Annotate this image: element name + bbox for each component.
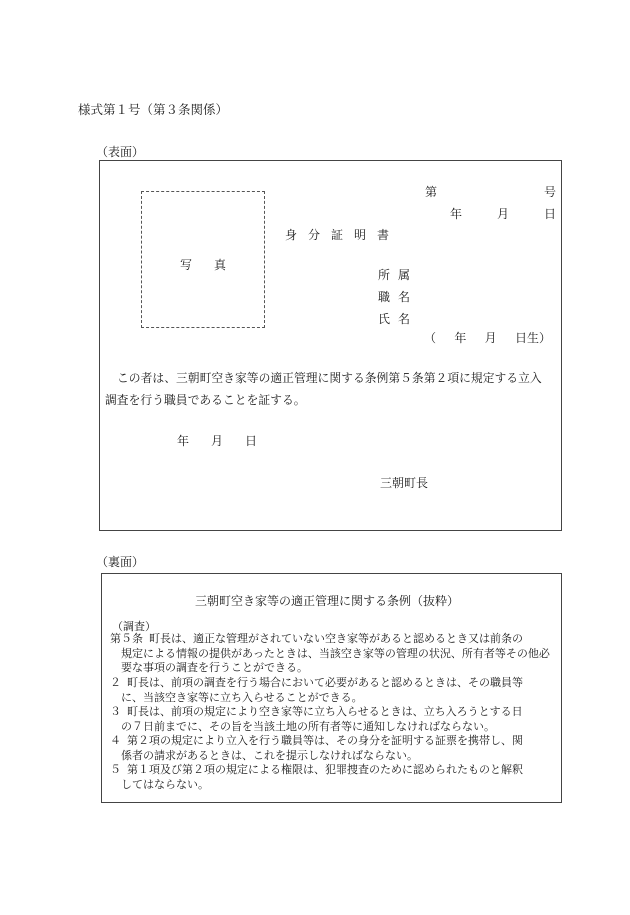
clause-continuation: 係者の請求があるときは、これを提示しなければならない。: [121, 748, 418, 762]
number-suffix: 号: [543, 185, 556, 199]
clause-number: ５: [110, 763, 121, 776]
certification-date: [177, 432, 257, 449]
clause-number: ３: [110, 705, 121, 718]
paren-open: （: [424, 331, 437, 345]
issue-date: [450, 205, 556, 222]
clause-first-line: 第２項の規定により立入を行う職員等は、その身分を証明する証票を携帯し、関: [127, 734, 523, 747]
affiliation-label: [378, 266, 410, 283]
ordinance-clause: [110, 763, 554, 792]
clause-number: ２: [110, 676, 121, 689]
card-title-char: 明: [353, 228, 366, 242]
clause-number: 第５条: [110, 632, 143, 645]
card-title-char: 証: [330, 228, 343, 242]
number-prefix: 第: [425, 185, 438, 199]
card-title: [285, 226, 389, 243]
photo-label-char: 真: [213, 258, 226, 272]
card-title-char: 身: [285, 228, 298, 242]
label-char: 名: [397, 290, 410, 304]
clause-continuation: 規定による情報の提供があったときは、当該空き家等の管理の状況、所有者等その他必要な事項の調査を行うことができる。: [121, 646, 550, 674]
label-char: 属: [397, 268, 410, 282]
name-label: [378, 310, 410, 327]
form-title: 様式第１号（第３条関係）: [78, 102, 229, 117]
clause-continuation: してはならない。: [121, 777, 209, 791]
position-label: [378, 288, 410, 305]
date-month: 月: [210, 434, 223, 448]
issuer-mayor: 三朝町長: [380, 476, 429, 490]
ordinance-clause: [110, 705, 554, 734]
birth-date: [424, 329, 551, 346]
ordinance-clause: [110, 676, 554, 705]
birth-year: 年: [454, 331, 467, 345]
card-title-char: 書: [376, 228, 389, 242]
ordinance-title: 三朝町空き家等の適正管理に関する条例（抜粋）: [195, 594, 460, 608]
label-char: 氏: [378, 312, 391, 326]
clause-number: ４: [110, 734, 121, 747]
label-char: 所: [378, 268, 391, 282]
date-year: 年: [177, 434, 190, 448]
clause-first-line: 町長は、前項の調査を行う場合において必要があると認めるときは、その職員等: [127, 676, 523, 689]
clause-first-line: 町長は、適正な管理がされていない空き家等があると認めるとき又は前条の: [149, 632, 523, 645]
clause-first-line: 町長は、前項の規定により空き家等に立ち入らせるときは、立ち入ろうとする日: [127, 705, 523, 718]
clause-caption: （調査）: [112, 620, 156, 633]
label-char: 名: [397, 312, 410, 326]
clause-first-line: 第１項及び第２項の規定による権限は、犯罪捜査のために認められたものと解釈: [127, 763, 523, 776]
clause-continuation: に、当該空き家等に立ち入らせることができる。: [121, 690, 363, 704]
birth-day: 日生）: [514, 331, 551, 345]
date-day: 日: [244, 434, 257, 448]
photo-label: [180, 256, 226, 273]
card-title-char: 分: [307, 228, 320, 242]
clause-continuation: の７日前までに、その旨を当該土地の所有者等に通知しなければならない。: [121, 719, 495, 733]
photo-label-char: 写: [180, 258, 193, 272]
date-month: 月: [496, 207, 509, 221]
ordinance-clause: [110, 734, 554, 763]
label-char: 職: [378, 290, 391, 304]
front-side-label: （表面）: [96, 145, 145, 159]
birth-month: 月: [484, 331, 497, 345]
certification-statement: この者は、三朝町空き家等の適正管理に関する条例第５条第２項に規定する立入調査を行う職員であることを証する。: [105, 371, 542, 407]
date-day: 日: [543, 207, 556, 221]
back-side-label: （裏面）: [96, 555, 145, 569]
date-year: 年: [450, 207, 463, 221]
card-number: [425, 183, 556, 200]
ordinance-clause: [110, 632, 554, 676]
